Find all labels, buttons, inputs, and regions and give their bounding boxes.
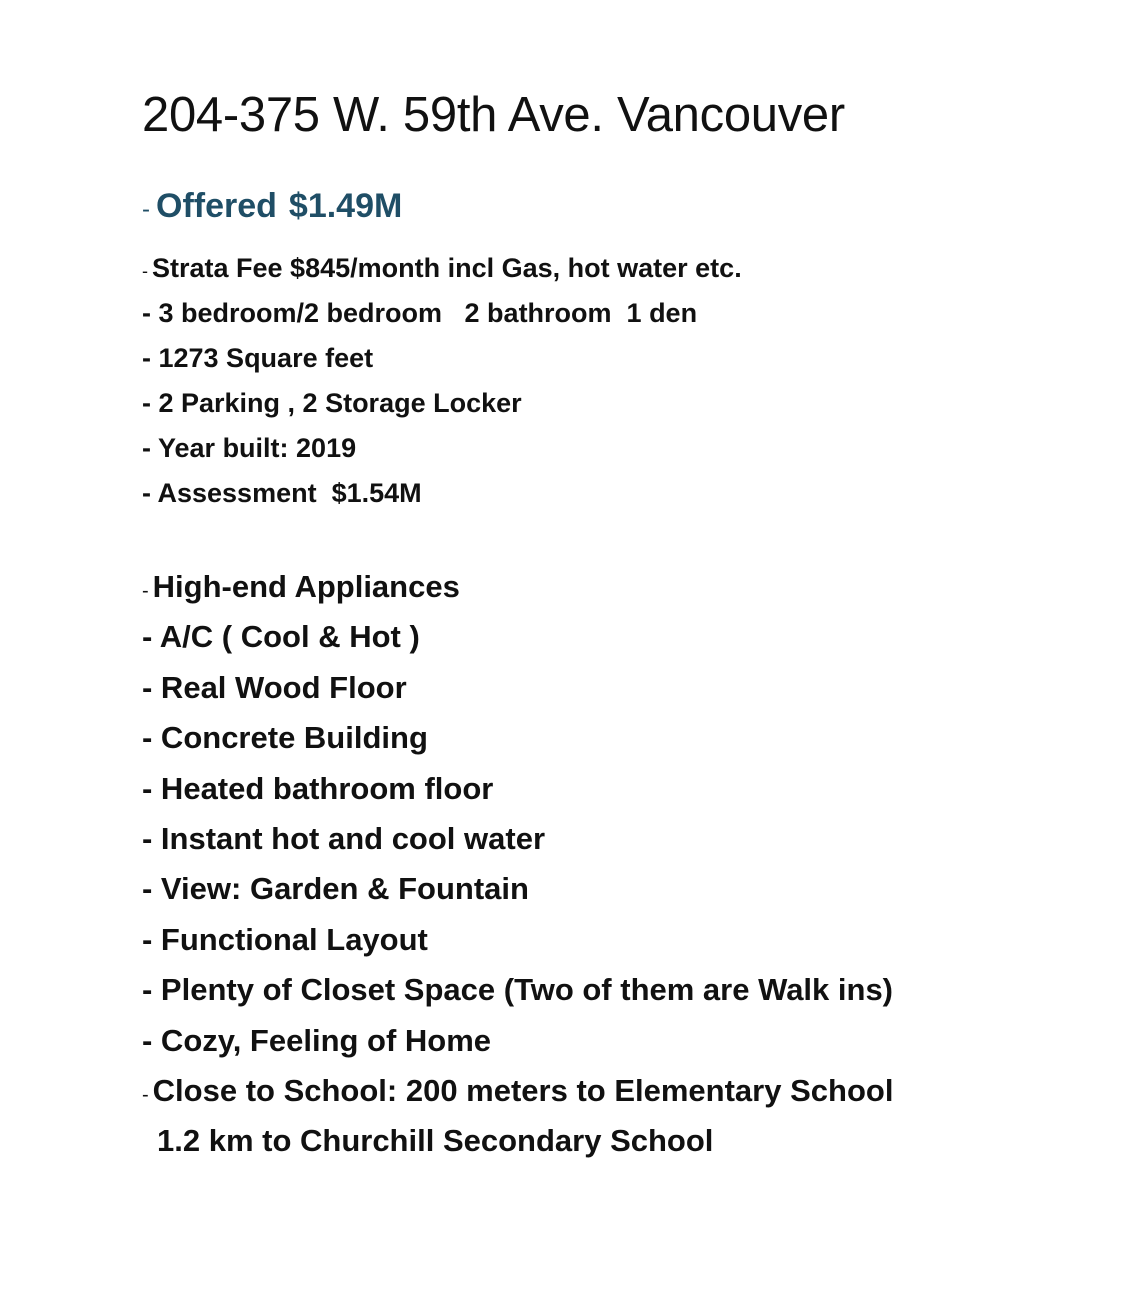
listing-address-title: 204-375 W. 59th Ave. Vancouver [142,88,845,142]
detail-item-strata-fee: - Strata Fee $845/month incl Gas, hot water etc. [142,253,742,283]
feature-item-closets: - Plenty of Closet Space (Two of them are Walk ins) [142,972,894,1008]
feature-item-wood-floor: - Real Wood Floor [142,669,407,705]
detail-item-assessment: - Assessment $1.54M [142,478,422,508]
feature-item-school-secondary: 1.2 km to Churchill Secondary School [157,1123,714,1159]
feature-item-ac: - A/C ( Cool & Hot ) [142,619,420,655]
offer-price: $1.49M [288,187,403,225]
feature-item-view: - View: Garden & Fountain [142,871,529,907]
feature-item-concrete: - Concrete Building [142,720,428,756]
detail-item-year-built: - Year built: 2019 [142,433,357,463]
offer-label: Offered [156,187,277,225]
feature-item-appliances: - High-end Appliances [142,569,460,604]
property-details-list [142,246,742,516]
detail-item-parking: - 2 Parking , 2 Storage Locker [142,388,522,418]
property-features-list [142,562,893,1167]
offer-price-line [142,186,402,230]
detail-item-bedrooms: - 3 bedroom/2 bedroom 2 bathroom 1 den [142,298,698,328]
feature-item-instant-water: - Instant hot and cool water [142,820,546,856]
detail-item-square-feet: - 1273 Square feet [142,343,374,373]
feature-item-layout: - Functional Layout [142,921,428,957]
feature-item-cozy: - Cozy, Feeling of Home [142,1022,492,1058]
feature-item-heated-floor: - Heated bathroom floor [142,770,494,806]
feature-item-school: - Close to School: 200 meters to Elementary School [142,1072,894,1108]
offer-dash: - [142,196,150,223]
